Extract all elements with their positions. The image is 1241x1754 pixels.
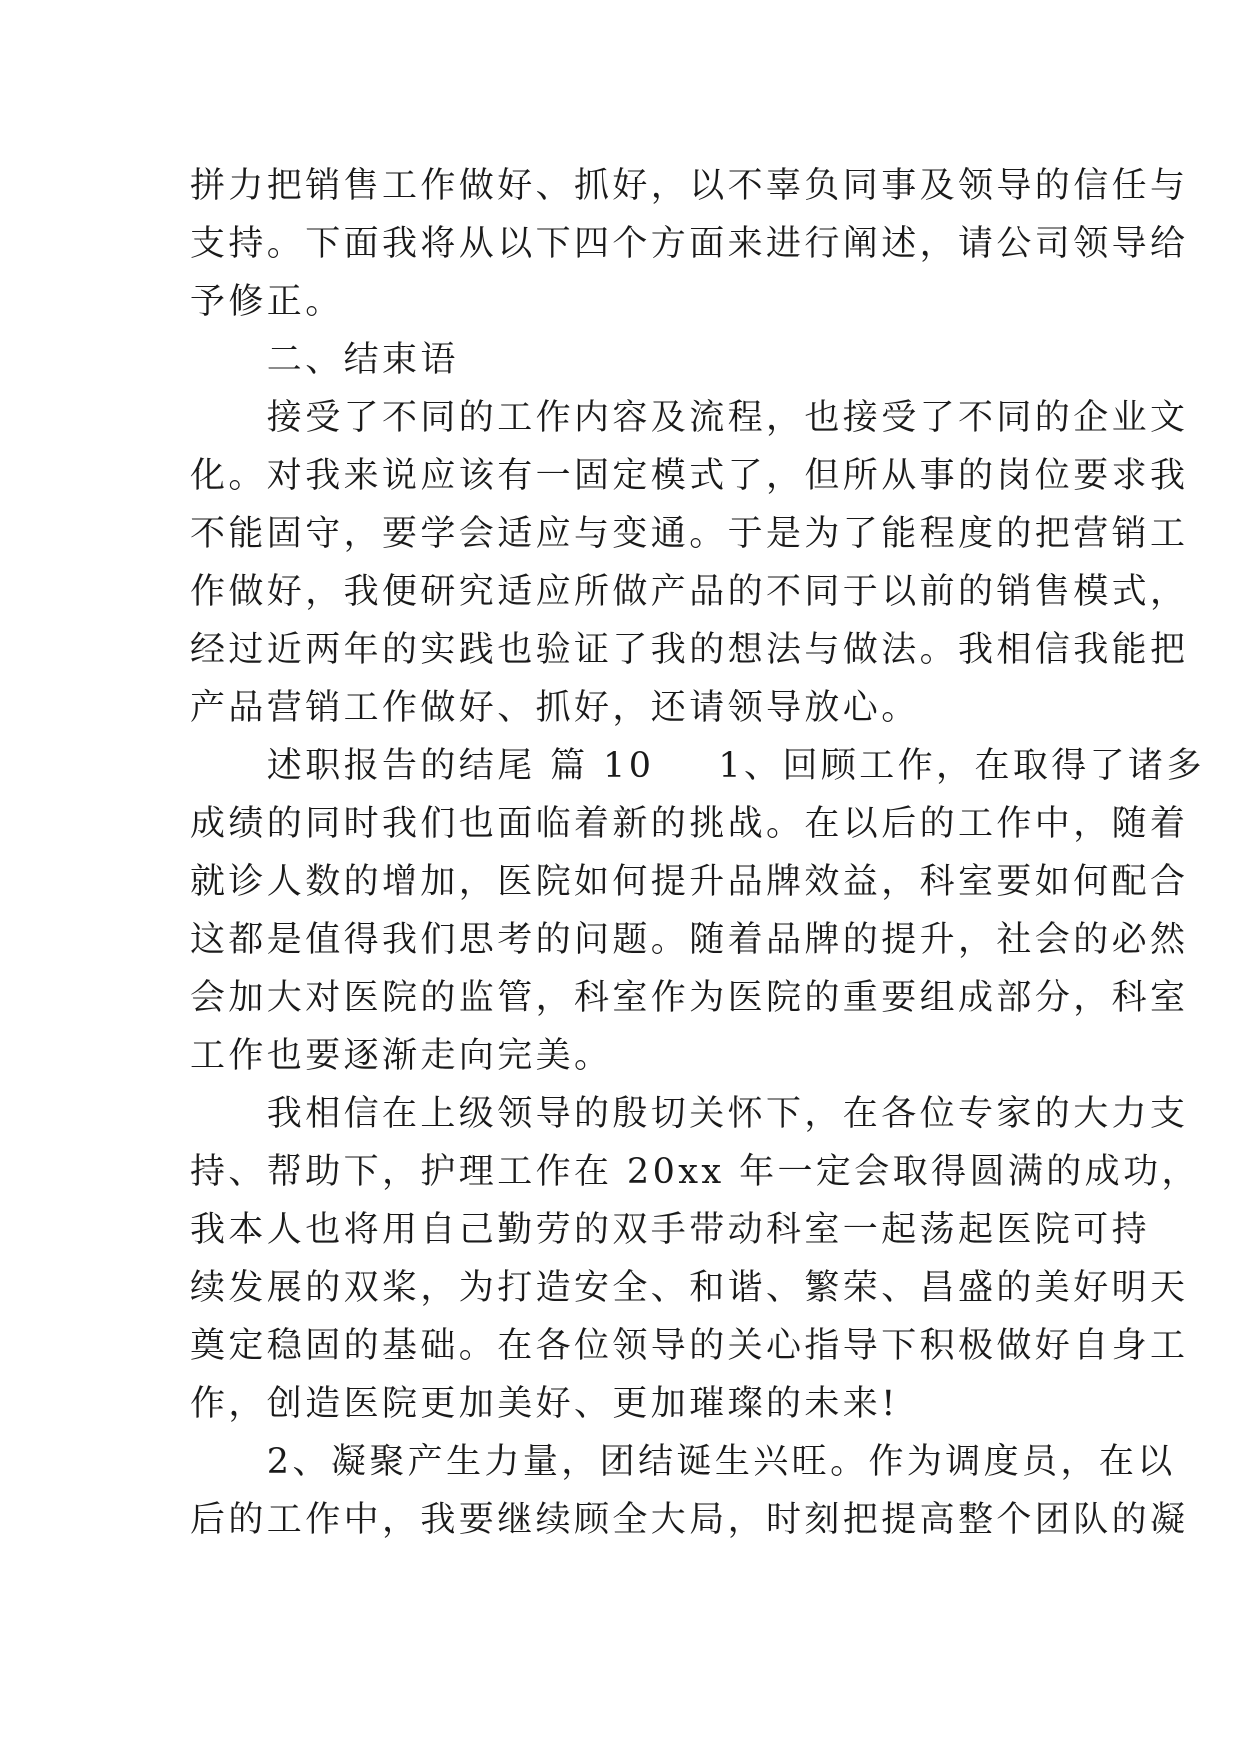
text-line: 作做好，我便研究适应所做产品的不同于以前的销售模式， — [190, 572, 1189, 612]
text-line: 续发展的双桨，为打造安全、和谐、繁荣、昌盛的美好明天 — [190, 1268, 1189, 1308]
text-line: 作，创造医院更加美好、更加璀璨的未来! — [190, 1384, 899, 1424]
text-line: 我本人也将用自己勤劳的双手带动科室一起荡起医院可持 — [190, 1210, 1151, 1250]
text-line: 奠定稳固的基础。在各位领导的关心指导下积极做好自身工 — [190, 1326, 1189, 1366]
text-line: 后的工作中，我要继续顾全大局，时刻把提高整个团队的凝 — [190, 1500, 1189, 1540]
text-continuation: 1、回顾工作，在取得了诸多 — [718, 746, 1205, 786]
text-line: 拼力把销售工作做好、抓好，以不辜负同事及领导的信任与 — [190, 166, 1189, 206]
text-line: 会加大对医院的监管，科室作为医院的重要组成部分，科室 — [190, 978, 1189, 1018]
report-title: 述职报告的结尾 篇 10 — [190, 746, 655, 786]
text-line: 化。对我来说应该有一固定模式了，但所从事的岗位要求我 — [190, 456, 1189, 496]
text-line: 经过近两年的实践也验证了我的想法与做法。我相信我能把 — [190, 630, 1189, 670]
text-line: 这都是值得我们思考的问题。随着品牌的提升，社会的必然 — [190, 920, 1189, 960]
document-body — [190, 157, 1205, 1549]
text-line: 予修正。 — [190, 282, 344, 322]
section-heading: 二、结束语 — [190, 340, 459, 380]
text-line: 持、帮助下，护理工作在 20xx 年一定会取得圆满的成功， — [190, 1152, 1200, 1192]
text-line: 不能固守，要学会适应与变通。于是为了能程度的把营销工 — [190, 514, 1189, 554]
text-line: 工作也要逐渐走向完美。 — [190, 1036, 613, 1076]
text-line: 产品营销工作做好、抓好，还请领导放心。 — [190, 688, 920, 728]
report-title-line — [190, 737, 1205, 795]
text-line: 就诊人数的增加，医院如何提升品牌效益，科室要如何配合 — [190, 862, 1189, 902]
text-line: 成绩的同时我们也面临着新的挑战。在以后的工作中，随着 — [190, 804, 1189, 844]
text-line: 我相信在上级领导的殷切关怀下，在各位专家的大力支 — [190, 1094, 1189, 1134]
text-line: 接受了不同的工作内容及流程，也接受了不同的企业文 — [190, 398, 1189, 438]
text-line: 2、凝聚产生力量，团结诞生兴旺。作为调度员，在以 — [190, 1442, 1176, 1482]
text-line: 支持。下面我将从以下四个方面来进行阐述，请公司领导给 — [190, 224, 1189, 264]
